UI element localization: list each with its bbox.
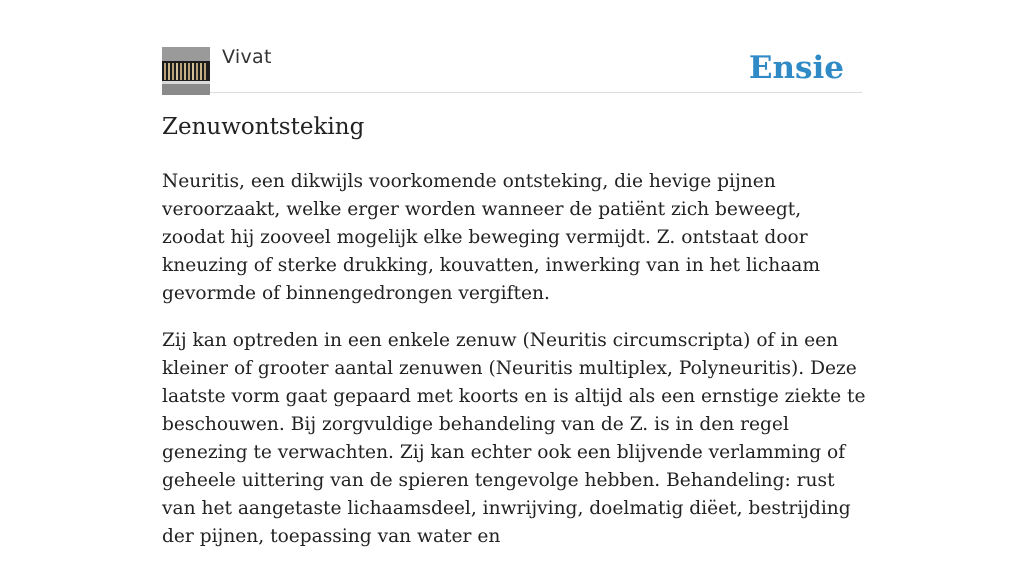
page-title: Zenuwontsteking <box>162 114 365 140</box>
article-body <box>162 168 867 570</box>
avatar[interactable] <box>162 47 210 95</box>
paragraph: Zij kan optreden in een enkele zenuw (Neuritis circumscripta) of in een kleiner of grooter aantal zenuwen (Neuritis multiplex, Polyneuritis). Deze laatste vorm gaat gepaard met koorts en is altijd als een ernstige ziekte te beschouwen. Bij zorgvuldige behandeling van de Z. is in den regel genezing te verwachten. Zij kan echter ook een blijvende verlamming of geheele uittering van de spieren tengevolge hebben. Behandeling: rust van het aangetaste lichaamsdeel, inwrijving, doelmatig diëet, bestrijding der pijnen, toepassing van water en <box>162 330 866 547</box>
author-name[interactable]: Vivat <box>222 46 272 68</box>
header <box>162 46 862 93</box>
library-avatar-icon <box>162 47 210 95</box>
brand-logo[interactable]: Ensie <box>748 50 844 86</box>
paragraph: Neuritis, een dikwijls voorkomende ontsteking, die hevige pijnen veroorzaakt, welke erger worden wanneer de patiënt zich beweegt, zoodat hij zooveel mogelijk elke beweging vermijdt. Z. ontstaat door kneuzing of sterke drukking, kouvatten, inwerking van in het lichaam gevormde of binnengedrongen vergiften. <box>162 171 821 304</box>
